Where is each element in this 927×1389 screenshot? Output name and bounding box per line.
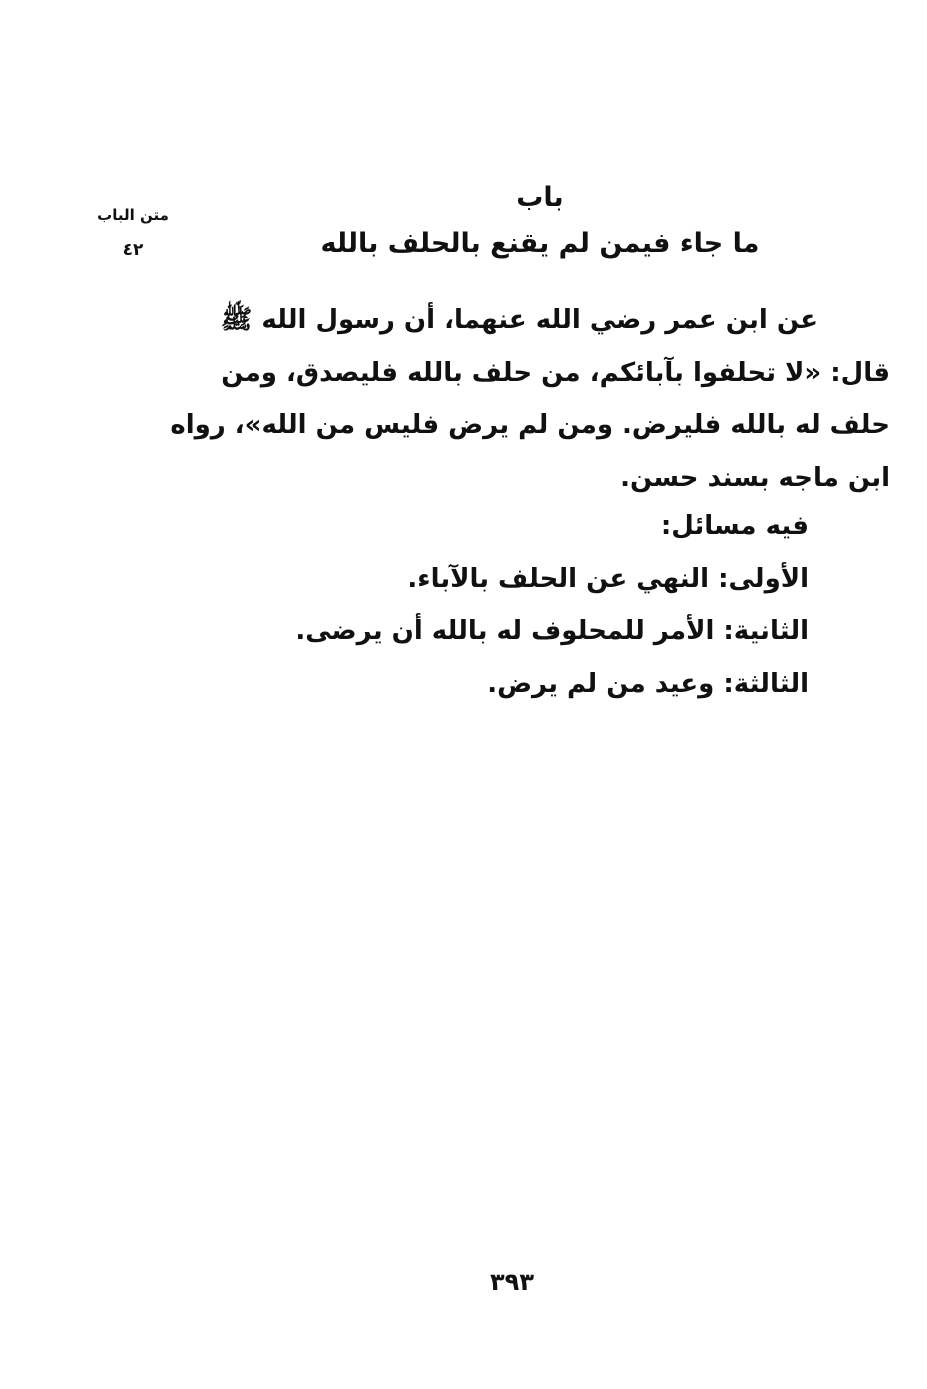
issue-item: الأولى: النهي عن الحلف بالآباء. [407, 563, 809, 594]
hadith-line: عن ابن عمر رضي الله عنهما، أن رسول الله ﷺ [220, 305, 818, 335]
issue-item: الثالثة: وعيد من لم يرض. [487, 668, 809, 699]
hadith-line: ابن ماجه بسند حسن. [620, 462, 890, 493]
hadith-line: حلف له بالله فليرض. ومن لم يرض فليس من الله»، رواه [170, 410, 890, 440]
issues-section [295, 500, 809, 710]
page-number: ٣٩٣ [490, 1268, 534, 1296]
hadith-text [170, 294, 890, 504]
margin-label: متن الباب [97, 206, 169, 224]
hadith-line: قال: «لا تحلفوا بآبائكم، من حلف بالله فليصدق، ومن [221, 357, 890, 388]
chapter-word: باب [516, 182, 564, 213]
margin-number: ٤٢ [122, 240, 144, 260]
chapter-title: ما جاء فيمن لم يقنع بالحلف بالله [320, 228, 760, 259]
issues-heading: فيه مسائل: [660, 511, 809, 541]
issue-item: الثانية: الأمر للمحلوف له بالله أن يرضى. [295, 616, 809, 646]
